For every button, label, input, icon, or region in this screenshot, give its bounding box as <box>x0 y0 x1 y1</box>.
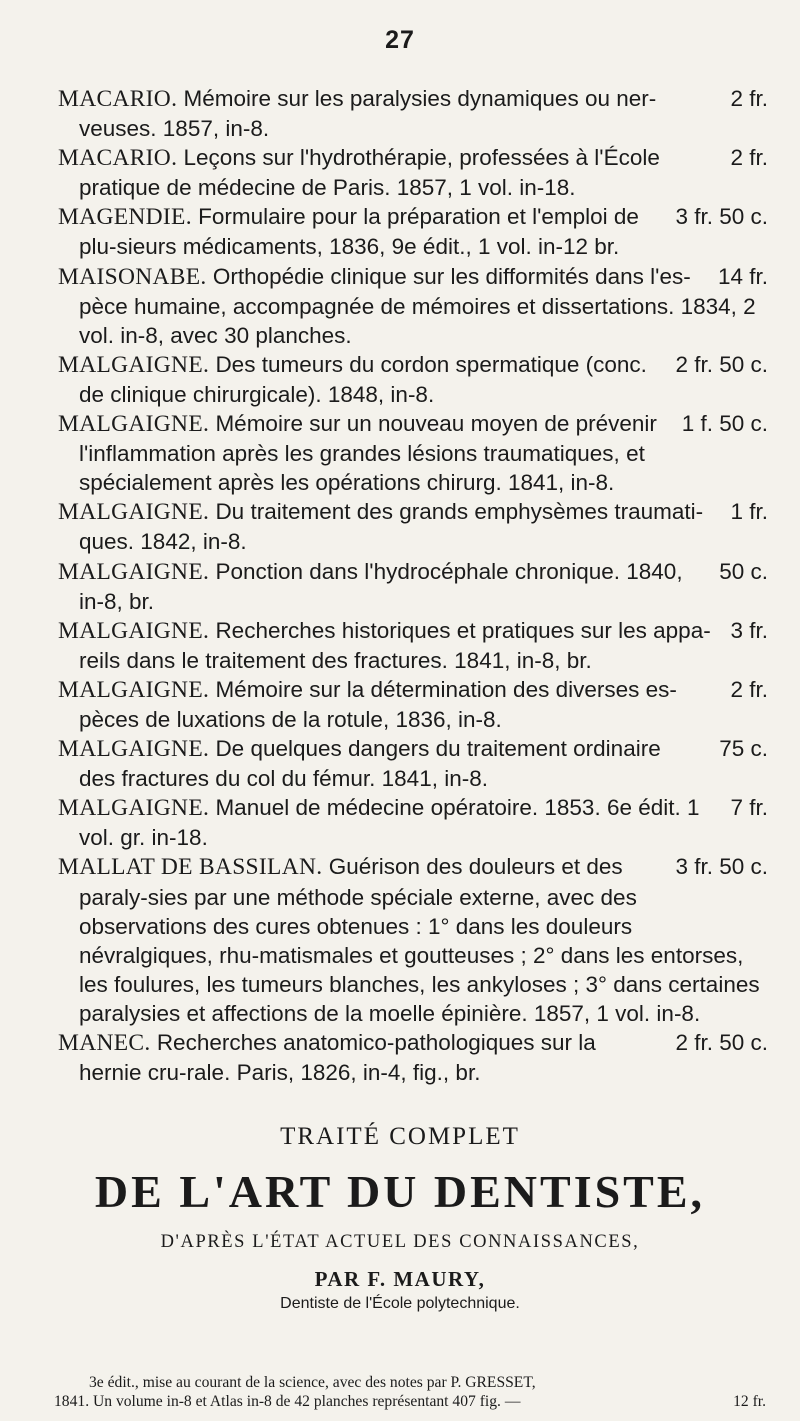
entry-author: MALGAIGNE. <box>58 351 210 378</box>
edition-note-line-2 <box>54 1392 766 1411</box>
entry-author: MALGAIGNE. <box>58 676 210 703</box>
entry-price: 3 fr. 50 c. <box>675 854 768 880</box>
entry-text: Guérison des douleurs et des paraly-sies par une méthode spéciale externe, avec des observations des cures obtenues : 1° dans les douleurs névralgiques, rhu-matismales et goutteuses ; 2° dans les entorses, les foulures, les tumeurs blanches, les ankyloses ; 3° dans certaines paralysies et affections de la moelle épinière. 1857, 1 vol. in-8. <box>79 854 760 1026</box>
entry-text: Du traitement des grands emphysèmes traumati-ques. 1842, in-8. <box>79 499 704 555</box>
entry-author: MACARIO. <box>58 145 178 172</box>
entry-price: 14 fr. <box>717 263 768 289</box>
catalog-entry <box>58 675 768 734</box>
entry-author: MALLAT DE BASSILAN. <box>58 854 323 881</box>
catalog-entry <box>58 202 768 261</box>
edition-note <box>54 1373 766 1411</box>
book-title-block <box>0 1122 800 1314</box>
entry-text: De quelques dangers du traitement ordinaire des fractures du col du fémur. 1841, in-8. <box>79 736 661 792</box>
entry-text: Mémoire sur les paralysies dynamiques ou ner-veuses. 1857, in-8. <box>79 86 657 142</box>
catalog-entry <box>58 143 768 202</box>
entry-price: 50 c. <box>719 558 768 584</box>
entry-author: MALGAIGNE. <box>58 411 210 438</box>
edition-note-line-1: 3e édit., mise au courant de la science, avec des notes par P. GRESSET, <box>89 1374 536 1391</box>
entry-author: MAGENDIE. <box>58 204 192 231</box>
entry-price: 2 fr. <box>730 86 768 111</box>
entry-text: Mémoire sur la détermination des diverses es-pèces de luxations de la rotule, 1836, in-8. <box>79 676 677 732</box>
edition-price: 12 fr. <box>733 1393 766 1410</box>
title-author: PAR F. MAURY, <box>314 1267 486 1291</box>
entry-author: MANEC. <box>58 1030 151 1056</box>
entry-text: Ponction dans l'hydrocéphale chronique. 1840, in-8, br. <box>79 558 683 614</box>
catalog-entry <box>58 350 768 409</box>
entry-price: 2 fr. 50 c. <box>675 1030 768 1055</box>
entry-price: 7 fr. <box>730 795 768 821</box>
edition-note-text: 1841. Un volume in-8 et Atlas in-8 de 42 planches représentant 407 fig. — <box>54 1393 521 1410</box>
entry-author: MALGAIGNE. <box>58 558 210 585</box>
catalog-entry <box>58 409 768 497</box>
entry-text: Leçons sur l'hydrothérapie, professées à l'École pratique de médecine de Paris. 1857, 1 vol. in-18. <box>79 145 660 201</box>
entry-price: 75 c. <box>719 736 768 762</box>
entry-text: Mémoire sur un nouveau moyen de prévenir l'inflammation après les grandes lésions traumatiques, et spécialement après les opérations chirurg. 1841, in-8. <box>79 411 657 496</box>
catalog-entry <box>58 262 768 350</box>
entry-text: Recherches historiques et pratiques sur les appa-reils dans le traitement des fractures. 1841, in-8, br. <box>79 617 711 673</box>
catalog-entry <box>58 497 768 556</box>
entry-text: Recherches anatomico-pathologiques sur la hernie cru-rale. Paris, 1826, in-4, fig., br. <box>79 1030 596 1086</box>
catalog-entry <box>58 84 768 143</box>
title-line-2: DE L'ART DU DENTISTE, <box>94 1166 706 1217</box>
entry-price: 3 fr. 50 c. <box>675 204 768 230</box>
title-line-1: TRAITÉ COMPLET <box>280 1123 520 1150</box>
entry-text: Manuel de médecine opératoire. 1853. 6e édit. 1 vol. gr. in-18. <box>79 795 700 851</box>
entry-author: MALGAIGNE. <box>58 736 210 763</box>
catalog-entry <box>58 616 768 675</box>
entry-price: 3 fr. <box>730 617 768 643</box>
entry-author: MALGAIGNE. <box>58 795 210 822</box>
title-author-role: Dentiste de l'École polytechnique. <box>280 1295 520 1312</box>
catalog-entries <box>58 84 768 1087</box>
catalog-entry <box>58 557 768 616</box>
entry-price: 1 f. 50 c. <box>681 411 768 437</box>
title-subtitle: D'APRÈS L'ÉTAT ACTUEL DES CONNAISSANCES, <box>160 1232 640 1252</box>
entry-text: Formulaire pour la préparation et l'emploi de plu-sieurs médicaments, 1836, 9e édit., 1 vol. in-12 br. <box>79 204 639 260</box>
entry-text: Orthopédie clinique sur les difformités dans l'es-pèce humaine, accompagnée de mémoires et dissertations. 1834, 2 vol. in-8, avec 30 planches. <box>79 263 756 348</box>
catalog-entry <box>58 734 768 793</box>
catalog-entry <box>58 1028 768 1087</box>
entry-author: MACARIO. <box>58 86 178 112</box>
entry-price: 2 fr. 50 c. <box>675 351 768 377</box>
entry-text: Des tumeurs du cordon spermatique (conc. de clinique chirurgicale). 1848, in-8. <box>79 351 647 407</box>
entry-price: 2 fr. <box>730 676 768 702</box>
entry-price: 1 fr. <box>730 499 768 525</box>
entry-author: MALGAIGNE. <box>58 499 210 526</box>
page-number: 27 <box>385 26 415 54</box>
catalog-entry <box>58 793 768 852</box>
entry-author: MALGAIGNE. <box>58 617 210 644</box>
catalog-entry <box>58 852 768 1028</box>
entry-author: MAISONABE. <box>58 263 207 290</box>
entry-price: 2 fr. <box>730 145 768 171</box>
